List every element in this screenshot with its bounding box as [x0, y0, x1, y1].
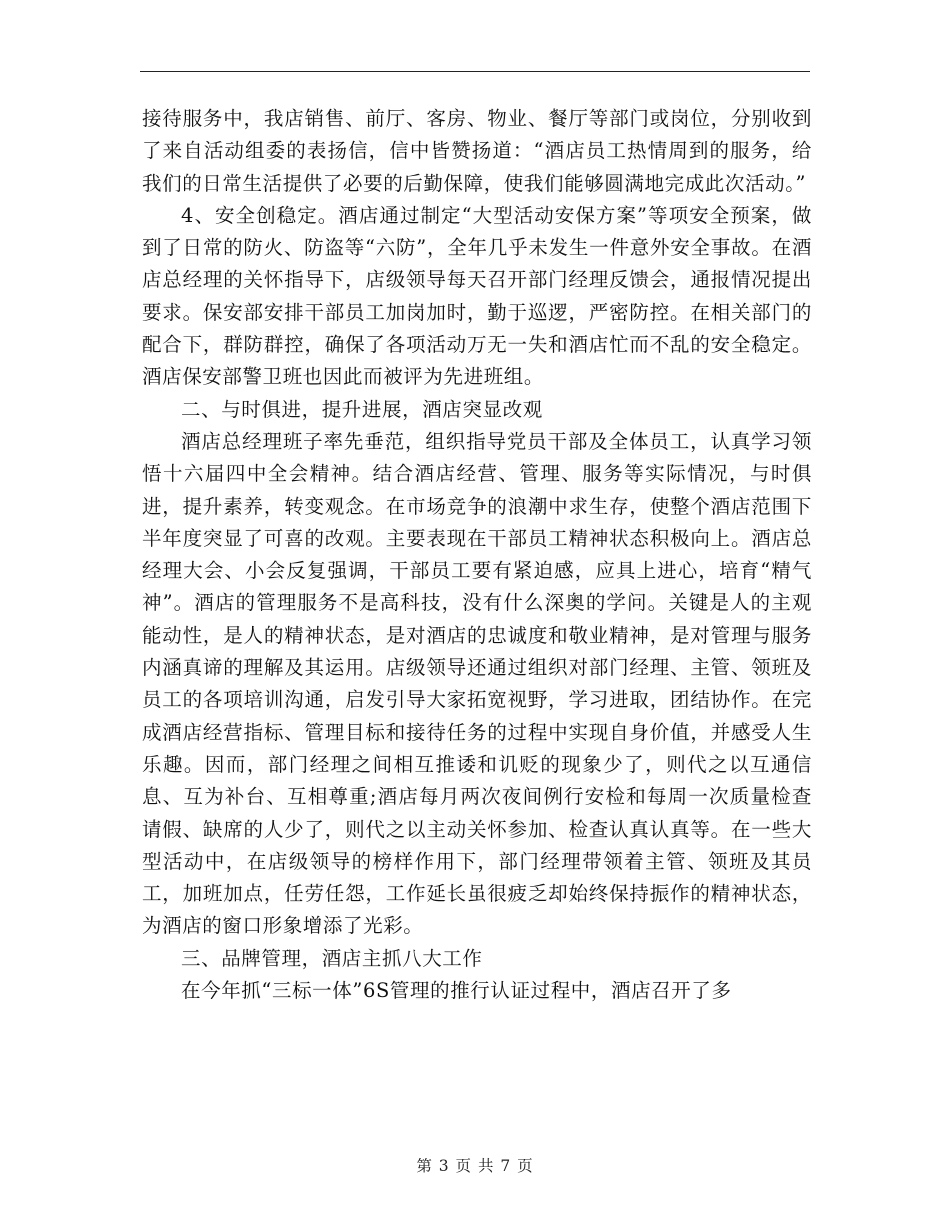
- paragraph-continuation: 接待服务中，我店销售、前厅、客房、物业、餐厅等部门或岗位，分别收到了来自活动组委的表扬信，信中皆赞扬道：“酒店员工热情周到的服务，给我们的日常生活提供了必要的后勤保障，使我们能够圆满地完成此次活动。”: [142, 107, 812, 195]
- header-rule: [140, 71, 810, 72]
- page-number-footer: 第 3 页 共 7 页: [416, 1157, 534, 1175]
- paragraph-brand-management: 在今年抓“三标一体”6S管理的推行认证过程中，酒店召开了多: [181, 979, 732, 1003]
- paragraph-security: 4、安全创稳定。酒店通过制定“大型活动安保方案”等项安全预案，做到了日常的防火、防盗等“六防”，全年几乎未发生一件意外安全事故。在酒店总经理的关怀指导下，店级领导每天召开部门经理反馈会，通报情况提出要求。保安部安排干部员工加岗加时，勤于巡逻，严密防控。在相关部门的配合下，群防群控，确保了各项活动万无一失和酒店忙而不乱的安全稳定。酒店保安部警卫班也因此而被评为先进班组。: [142, 203, 812, 389]
- section-heading-2: 二、与时俱进，提升进展，酒店突显改观: [181, 397, 543, 421]
- paragraph-advancing: 酒店总经理班子率先垂范，组织指导党员干部及全体员工，认真学习领悟十六届四中全会精神。结合酒店经营、管理、服务等实际情况，与时俱进，提升素养，转变观念。在市场竞争的浪潮中求生存，使整个酒店范围下半年度突显了可喜的改观。主要表现在干部员工精神状态积极向上。酒店总经理大会、小会反复强调，干部员工要有紧迫感，应具上进心，培育“精气神”。酒店的管理服务不是高科技，没有什么深奥的学问。关键是人的主观能动性，是人的精神状态，是对酒店的忠诚度和敬业精神，是对管理与服务内涵真谛的理解及其运用。店级领导还通过组织对部门经理、主管、领班及员工的各项培训沟通，启发引导大家拓宽视野，学习进取，团结协作。在完成酒店经营指标、管理目标和接待任务的过程中实现自身价值，并感受人生乐趣。因而，部门经理之间相互推诿和讥贬的现象少了，则代之以互通信息、互为补台、互相尊重;酒店每月两次夜间例行安检和每周一次质量检查请假、缺席的人少了，则代之以主动关怀参加、检查认真认真等。在一些大型活动中，在店级领导的榜样作用下，部门经理带领着主管、领班及其员工，加班加点，任劳任怨，工作延长虽很疲乏却始终保持振作的精神状态，为酒店的窗口形象增添了光彩。: [142, 429, 812, 938]
- document-body: [142, 103, 812, 1007]
- section-heading-3: 三、品牌管理，酒店主抓八大工作: [181, 946, 483, 970]
